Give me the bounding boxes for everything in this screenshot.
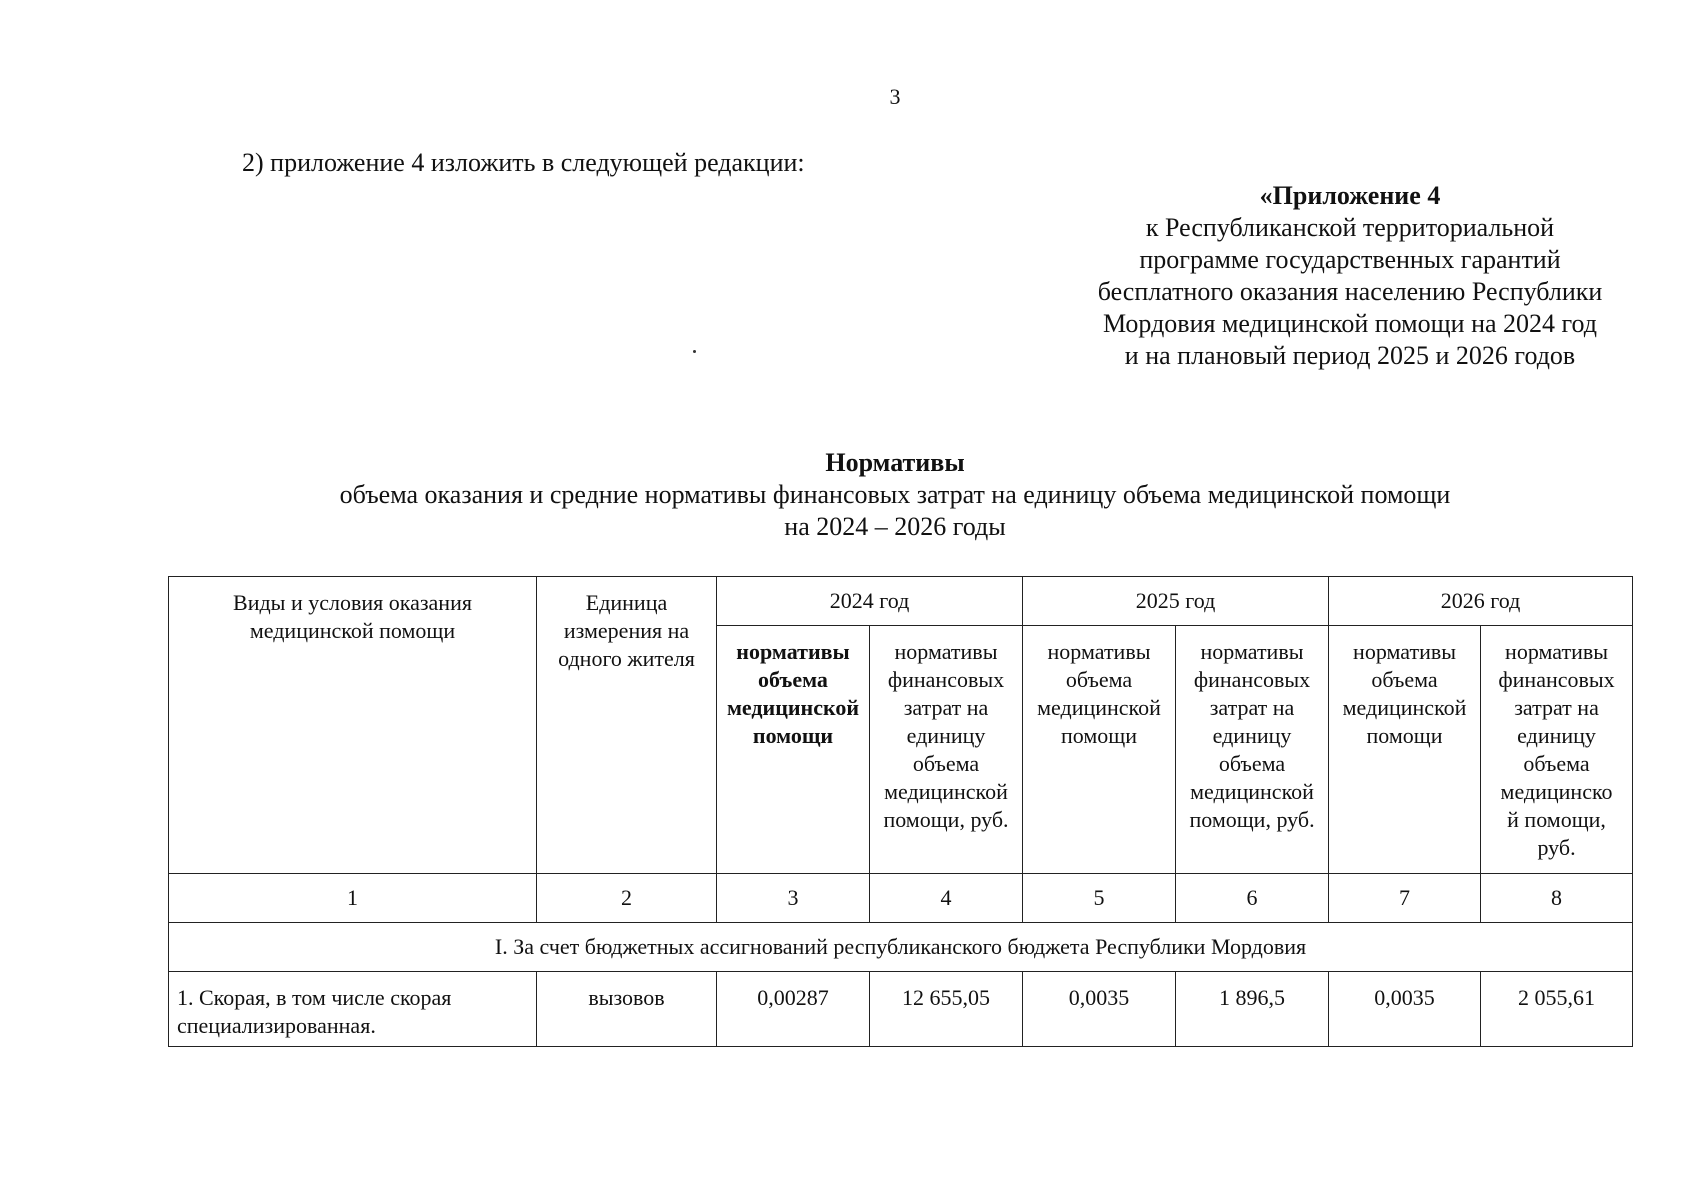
column-number: 1 (169, 874, 537, 923)
section-row (169, 923, 1633, 972)
appendix-title: «Приложение 4 (1259, 181, 1441, 210)
value-cell: 0,0035 (1023, 972, 1176, 1047)
norms-table (168, 576, 1633, 1047)
value-cell: 0,0035 (1329, 972, 1481, 1047)
unit-cell: вызовов (537, 972, 717, 1047)
column-number: 2 (537, 874, 717, 923)
heading-subtitle: объема оказания и средние нормативы финансовых затрат на единицу объема медицинской помощи (339, 480, 1451, 509)
value-cell: 12 655,05 (870, 972, 1023, 1047)
header-cost-2024: нормативы финансовых затрат на единицу объема медицинской помощи, руб. (870, 626, 1023, 874)
section-title: I. За счет бюджетных ассигнований республиканского бюджета Республики Мордовия (169, 923, 1633, 972)
header-year-2026: 2026 год (1329, 577, 1633, 626)
value-cell: 1 896,5 (1176, 972, 1329, 1047)
value-cell: 0,00287 (717, 972, 870, 1047)
header-volume-2025: нормативы объема медицинской помощи (1023, 626, 1176, 874)
heading-title: Нормативы (825, 448, 965, 477)
header-volume-2026: нормативы объема медицинской помощи (1329, 626, 1481, 874)
table-row (169, 972, 1633, 1047)
care-type-cell: 1. Скорая, в том числе скорая специализированная. (169, 972, 537, 1047)
value-cell: 2 055,61 (1481, 972, 1633, 1047)
column-numbers-row (169, 874, 1633, 923)
document-heading (0, 447, 1706, 543)
column-number: 8 (1481, 874, 1633, 923)
appendix-line: к Республиканской территориальной (1145, 213, 1555, 242)
appendix-line: и на плановый период 2025 и 2026 годов (1124, 341, 1576, 370)
appendix-line: Мордовия медицинской помощи на 2024 год (1102, 309, 1598, 338)
column-number: 4 (870, 874, 1023, 923)
header-year-2024: 2024 год (717, 577, 1023, 626)
header-cost-2026: нормативы финансовых затрат на единицу объема медицинско й помощи, руб. (1481, 626, 1633, 874)
header-year-2025: 2025 год (1023, 577, 1329, 626)
intro-text: 2) приложение 4 изложить в следующей редакции: (242, 148, 805, 177)
scan-dot (693, 350, 696, 353)
header-volume-2024: нормативы объема медицинской помощи (717, 626, 870, 874)
column-number: 6 (1176, 874, 1329, 923)
appendix-line: бесплатного оказания населению Республики (1097, 277, 1603, 306)
column-number: 5 (1023, 874, 1176, 923)
header-cost-2025: нормативы финансовых затрат на единицу объема медицинской помощи, руб. (1176, 626, 1329, 874)
header-care-types: Виды и условия оказания медицинской помощи (169, 577, 537, 874)
appendix-block (1055, 180, 1645, 372)
column-number: 7 (1329, 874, 1481, 923)
page-number: 3 (889, 84, 901, 109)
heading-period: на 2024 – 2026 годы (784, 512, 1006, 541)
header-unit: Единица измерения на одного жителя (537, 577, 717, 874)
column-number: 3 (717, 874, 870, 923)
appendix-line: программе государственных гарантий (1139, 245, 1561, 274)
